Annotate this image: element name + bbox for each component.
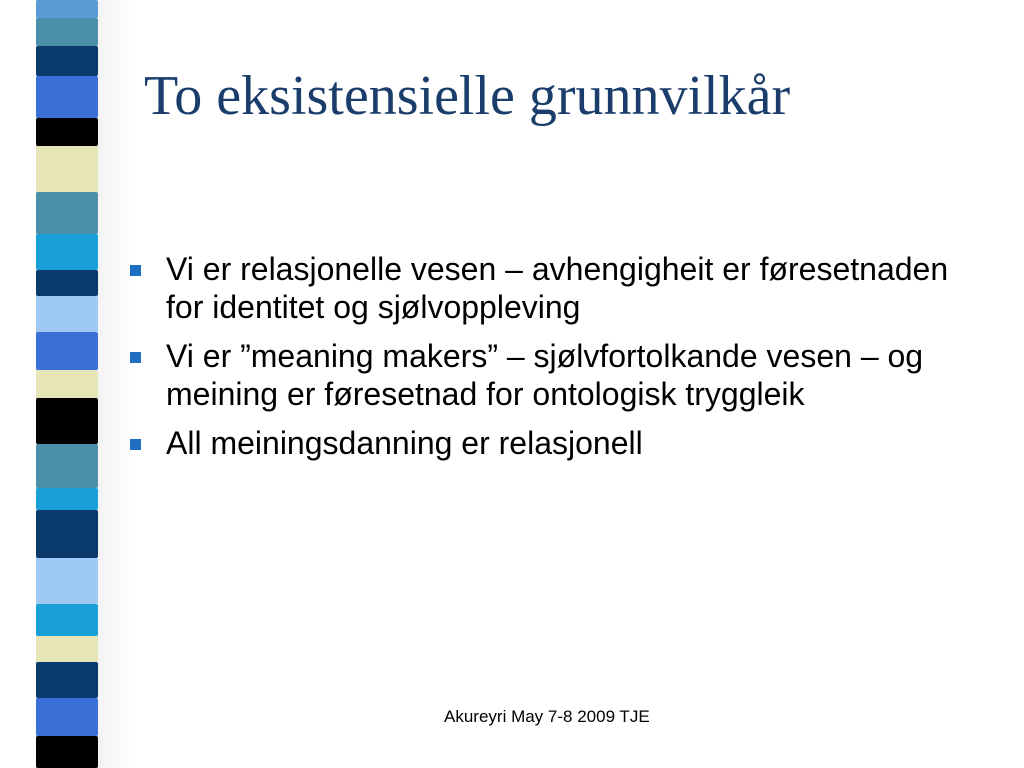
decorative-stripe-block (36, 296, 98, 332)
decorative-stripe-block (36, 510, 98, 558)
bullet-text: Vi er ”meaning makers” – sjølvfortolkande vesen – og meining er føresetnad for ontologisk tryggleik (166, 337, 924, 413)
decorative-stripe-block (36, 736, 98, 768)
decorative-stripe-block (36, 444, 98, 488)
decorative-stripe-block (36, 146, 98, 192)
slide-title: To eksistensielle grunnvilkår (144, 65, 791, 127)
decorative-stripe-block (36, 18, 98, 46)
decorative-stripe-block (36, 698, 98, 736)
decorative-stripe-block (36, 192, 98, 234)
square-bullet-icon (130, 439, 141, 450)
decorative-stripe-block (36, 118, 98, 146)
decorative-stripe-block (36, 370, 98, 398)
bullet-item (130, 424, 950, 462)
decorative-stripe-block (36, 488, 98, 510)
decorative-stripe-block (36, 270, 98, 296)
bullet-item (130, 337, 950, 414)
decorative-stripe-block (36, 234, 98, 270)
decorative-stripe-block (36, 76, 98, 118)
decorative-stripe-block (36, 636, 98, 662)
decorative-stripe-block (36, 558, 98, 604)
decorative-stripe-block (36, 46, 98, 76)
bullet-text: Vi er relasjonelle vesen – avhengigheit er føresetnaden for identitet og sjølvoppleving (166, 251, 949, 326)
square-bullet-icon (130, 265, 141, 276)
decorative-stripe-block (36, 398, 98, 444)
decorative-stripe-column (36, 0, 98, 768)
bullet-list (130, 250, 950, 472)
decorative-stripe-block (36, 662, 98, 698)
decorative-stripe-block (36, 332, 98, 370)
slide-footer: Akureyri May 7-8 2009 TJE (444, 707, 650, 726)
square-bullet-icon (130, 352, 141, 363)
decorative-stripe-block (36, 0, 98, 18)
bullet-text: All meiningsdanning er relasjonell (166, 424, 643, 461)
bullet-item (130, 250, 950, 327)
decorative-stripe-block (36, 604, 98, 636)
